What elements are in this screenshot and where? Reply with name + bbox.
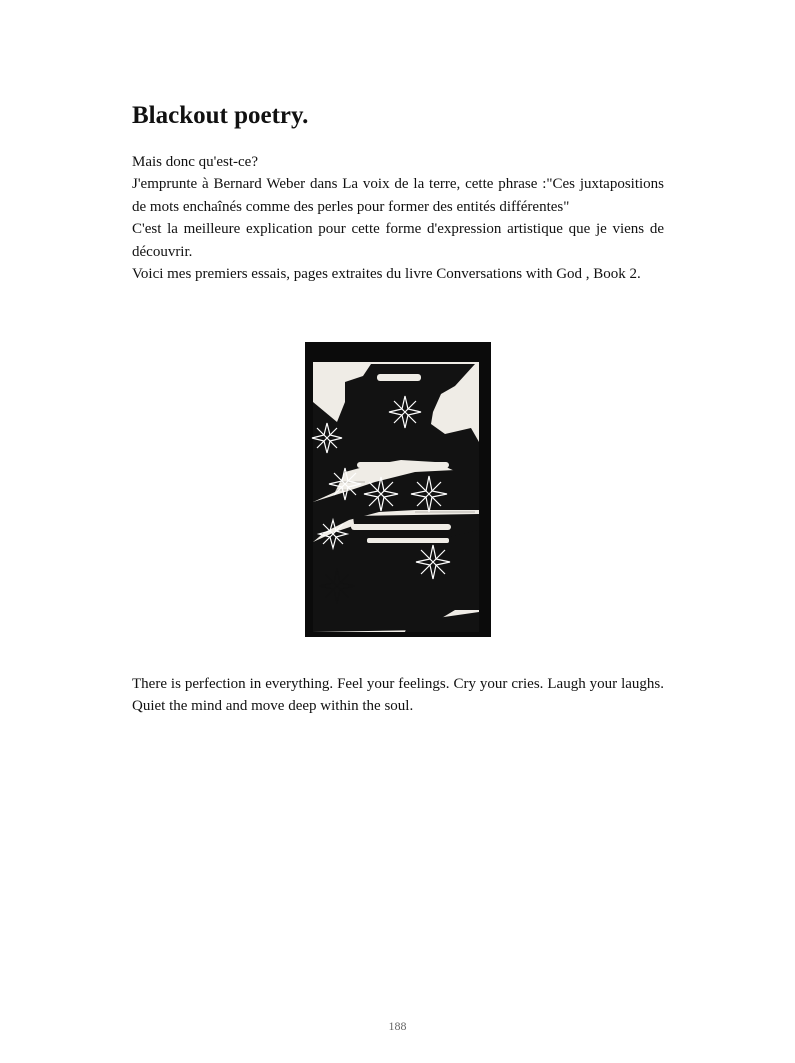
page-number: 188	[388, 1019, 407, 1033]
intro-line: Mais donc qu'est-ce?	[132, 154, 258, 170]
intro-line: J'emprunte à Bernard Weber dans La voix de la terre, cette phrase :"Ces juxtapositions de mots enchaînés comme des perles pour former des entités différentes"	[132, 176, 664, 215]
page-title: Blackout poetry.	[132, 102, 309, 129]
outro-paragraph: There is perfection in everything. Feel your feelings. Cry your cries. Laugh your laughs. Quiet the mind and move deep within the soul.	[132, 676, 664, 715]
intro-line: C'est la meilleure explication pour cette forme d'expression artistique que je viens de découvrir.	[132, 221, 664, 260]
intro-paragraph	[132, 151, 664, 285]
blackout-poetry-photo	[305, 342, 491, 637]
intro-line: Voici mes premiers essais, pages extraites du livre Conversations with God , Book 2.	[132, 266, 641, 283]
